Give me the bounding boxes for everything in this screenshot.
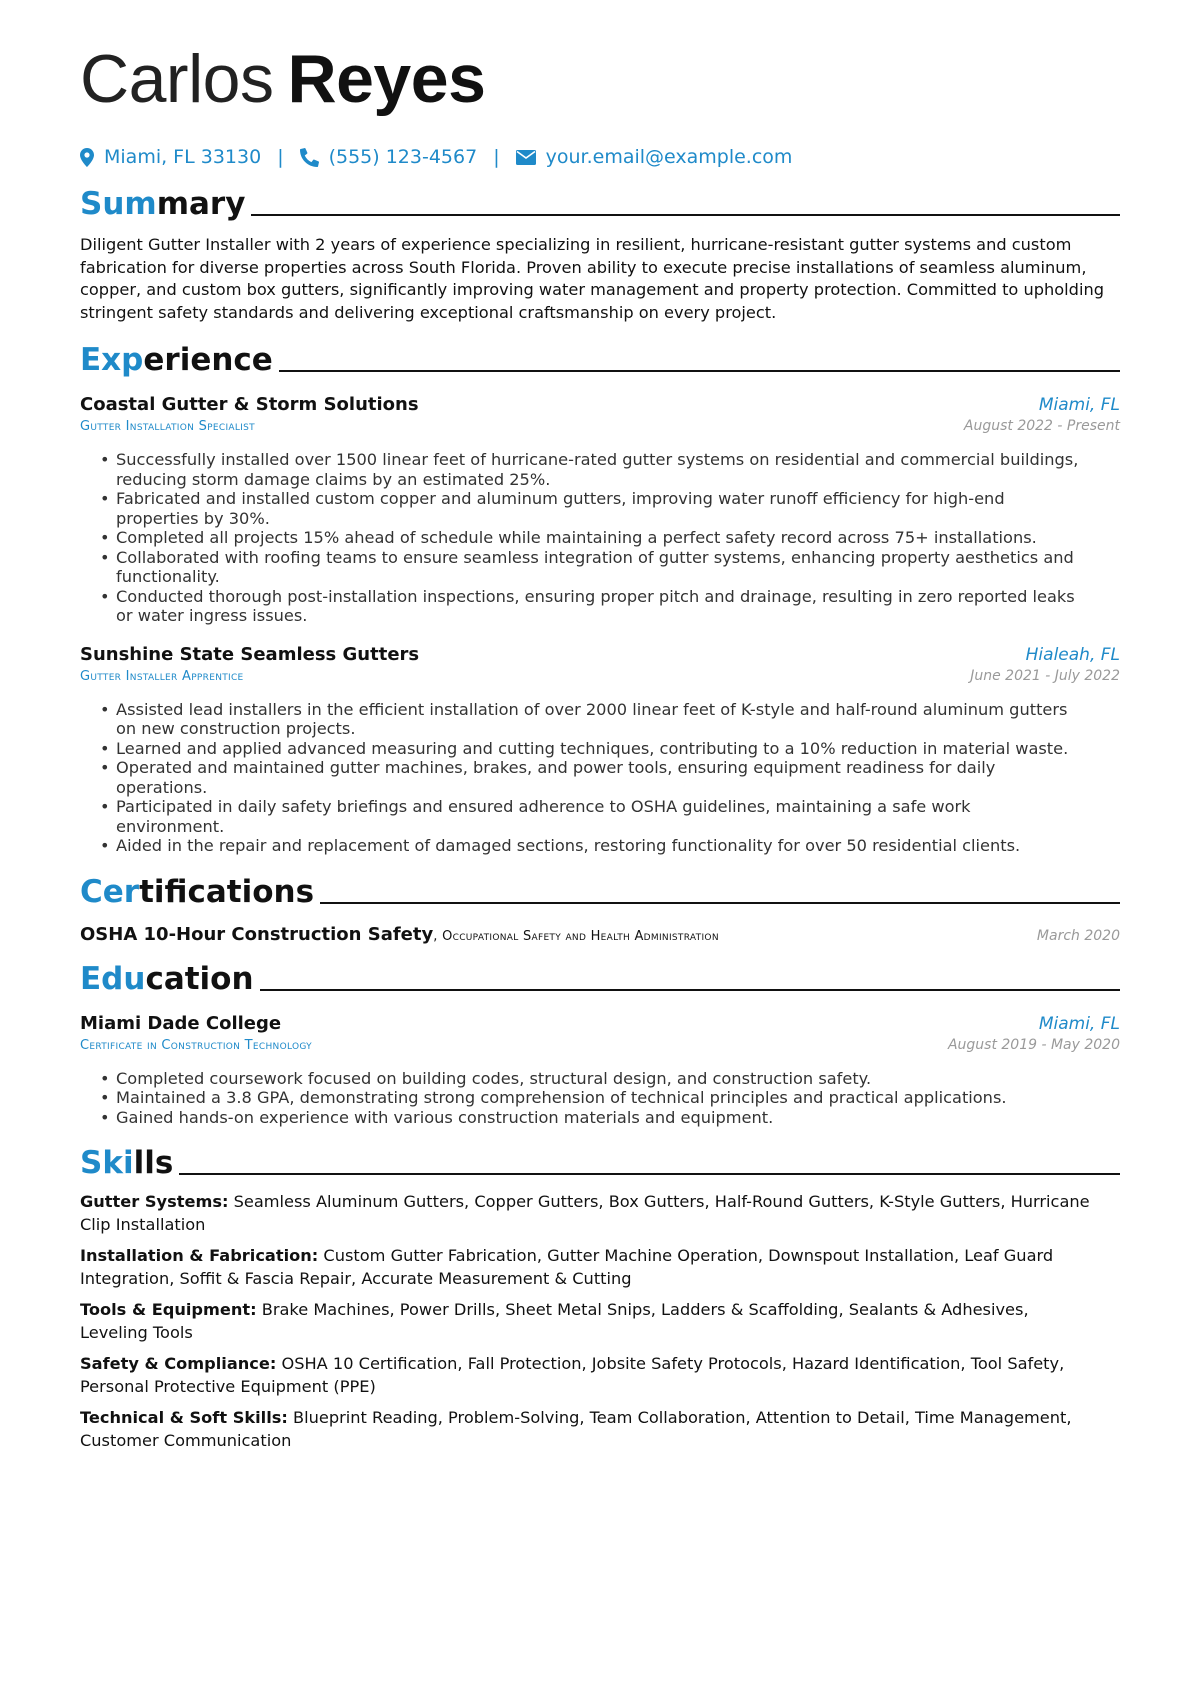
summary-heading-rest: mary	[156, 186, 246, 222]
experience-entry	[80, 394, 1120, 626]
skill-group-text: Custom Gutter Fabrication, Gutter Machine Operation, Downspout Installation, Leaf Guard Integration, Soffit & Fascia Repair, Accurate Measurement & Cutting	[80, 1246, 1054, 1288]
phone-icon	[300, 148, 319, 167]
list-item: • Collaborated with roofing teams to ensure seamless integration of gutter systems, enhancing property aesthetics and functionality.	[116, 548, 1120, 587]
experience-heading-accent: Exp	[80, 342, 144, 378]
skill-group	[80, 1245, 1120, 1290]
name-heading	[80, 40, 1120, 130]
skill-group-text: Blueprint Reading, Problem-Solving, Team Collaboration, Attention to Detail, Time Management, Customer Communication	[80, 1408, 1072, 1450]
contact-separator: |	[493, 146, 500, 168]
certification-issuer: , Occupational Safety and Health Administration	[433, 928, 719, 944]
skill-group	[80, 1299, 1120, 1344]
skill-group-label: Safety & Compliance:	[80, 1354, 277, 1373]
skills-heading	[80, 1139, 1120, 1179]
education-heading-rest: cation	[145, 960, 254, 997]
certifications-heading-rest: tifications	[139, 873, 315, 910]
contact-email[interactable]	[516, 146, 793, 168]
certification-name: OSHA 10-Hour Construction Safety	[80, 923, 434, 945]
education-entry	[80, 1013, 1120, 1128]
job-bullets	[80, 450, 1120, 626]
email-text: your.email@example.com	[545, 146, 793, 168]
section-rule	[260, 989, 1120, 991]
map-pin-icon	[80, 148, 94, 167]
skill-group	[80, 1191, 1120, 1236]
list-item: • Completed coursework focused on building codes, structural design, and construction safety.	[116, 1069, 1120, 1089]
education-heading	[80, 955, 1120, 995]
first-name: Carlos	[80, 41, 274, 117]
school-name: Miami Dade College	[80, 1012, 282, 1034]
contact-info	[80, 142, 1120, 172]
skill-group-label: Gutter Systems:	[80, 1192, 229, 1211]
certifications-heading	[80, 868, 1120, 908]
experience-heading	[80, 336, 1120, 376]
skill-group	[80, 1407, 1120, 1452]
summary-text: Diligent Gutter Installer with 2 years of experience specializing in resilient, hurricane-resistant gutter systems and custom fabrication for diverse properties across South Florida. Proven ability to execute precise installations of seamless aluminum, copper, and custom box gutters, significantly improving water management and property protection. Committed to upholding stringent safety standards and delivering exceptional craftsmanship on every project.	[80, 235, 1104, 322]
skills-heading-rest: lls	[133, 1145, 174, 1181]
education-heading-accent: Edu	[80, 960, 146, 997]
certification-date: March 2020	[1036, 927, 1120, 944]
skills-list	[80, 1191, 1120, 1452]
skill-group-text: Seamless Aluminum Gutters, Copper Gutters, Box Gutters, Half-Round Gutters, K-Style Gutters, Hurricane Clip Installation	[80, 1192, 1090, 1234]
last-name: Reyes	[287, 41, 486, 117]
phone-text: (555) 123-4567	[328, 146, 478, 168]
certifications-heading-accent: Cer	[80, 873, 140, 910]
list-item: • Fabricated and installed custom copper and aluminum gutters, improving water runoff efficiency for high-end properties by 30%.	[116, 489, 1120, 528]
education-bullets	[80, 1069, 1120, 1128]
school-location: Miami, FL	[1038, 1013, 1120, 1034]
job-location: Hialeah, FL	[1025, 644, 1120, 665]
location-text: Miami, FL 33130	[104, 146, 262, 168]
list-item: • Conducted thorough post-installation inspections, ensuring proper pitch and drainage, resulting in zero reported leaks or water ingress issues.	[116, 587, 1120, 626]
section-rule	[279, 370, 1120, 372]
list-item: • Aided in the repair and replacement of damaged sections, restoring functionality for over 50 residential clients.	[116, 836, 1120, 856]
resume-page	[80, 40, 1120, 1452]
skills-heading-accent: Ski	[80, 1145, 134, 1181]
section-rule	[320, 902, 1120, 904]
employer-name: Coastal Gutter & Storm Solutions	[80, 394, 419, 415]
job-title: Gutter Installer Apprentice	[80, 668, 244, 684]
contact-location	[80, 146, 261, 168]
skill-group-label: Tools & Equipment:	[80, 1300, 257, 1319]
list-item: • Successfully installed over 1500 linear feet of hurricane-rated gutter systems on residential and commercial buildings, reducing storm damage claims by an estimated 25%.	[116, 450, 1120, 489]
job-dates: June 2021 - July 2022	[970, 667, 1120, 684]
skill-group-label: Installation & Fabrication:	[80, 1246, 319, 1265]
education-dates: August 2019 - May 2020	[947, 1036, 1120, 1053]
contact-phone[interactable]	[300, 146, 478, 168]
skill-group-text: Brake Machines, Power Drills, Sheet Metal Snips, Ladders & Scaffolding, Sealants & Adhesives, Leveling Tools	[80, 1300, 1029, 1342]
job-dates: August 2022 - Present	[963, 418, 1120, 434]
job-location: Miami, FL	[1038, 395, 1120, 415]
job-bullets	[80, 700, 1120, 856]
skill-group	[80, 1353, 1120, 1398]
section-rule	[179, 1173, 1120, 1175]
certification-entry	[80, 924, 1120, 945]
list-item: • Gained hands-on experience with various construction materials and equipment.	[116, 1108, 1120, 1128]
experience-entry	[80, 644, 1120, 856]
list-item: • Completed all projects 15% ahead of schedule while maintaining a perfect safety record across 75+ installations.	[116, 528, 1120, 548]
list-item: • Assisted lead installers in the efficient installation of over 2000 linear feet of K-style and half-round aluminum gutters on new construction projects.	[116, 700, 1120, 739]
list-item: • Participated in daily safety briefings and ensured adherence to OSHA guidelines, maintaining a safe work environment.	[116, 797, 1120, 836]
skill-group-text: OSHA 10 Certification, Fall Protection, Jobsite Safety Protocols, Hazard Identification, Tool Safety, Personal Protective Equipment (PPE)	[80, 1354, 1065, 1396]
section-rule	[251, 214, 1120, 216]
list-item: • Maintained a 3.8 GPA, demonstrating strong comprehension of technical principles and practical applications.	[116, 1088, 1120, 1108]
contact-separator: |	[277, 146, 284, 168]
summary-heading-accent: Sum	[80, 186, 157, 222]
list-item: • Operated and maintained gutter machines, brakes, and power tools, ensuring equipment readiness for daily operations.	[116, 758, 1120, 797]
envelope-icon	[516, 150, 536, 165]
employer-name: Sunshine State Seamless Gutters	[80, 643, 420, 665]
degree-title: Certificate in Construction Technology	[80, 1037, 312, 1053]
job-title: Gutter Installation Specialist	[80, 419, 255, 434]
summary-heading	[80, 180, 1120, 220]
experience-heading-rest: erience	[143, 342, 273, 378]
list-item: • Learned and applied advanced measuring and cutting techniques, contributing to a 10% reduction in material waste.	[116, 739, 1120, 759]
skill-group-label: Technical & Soft Skills:	[80, 1408, 288, 1427]
